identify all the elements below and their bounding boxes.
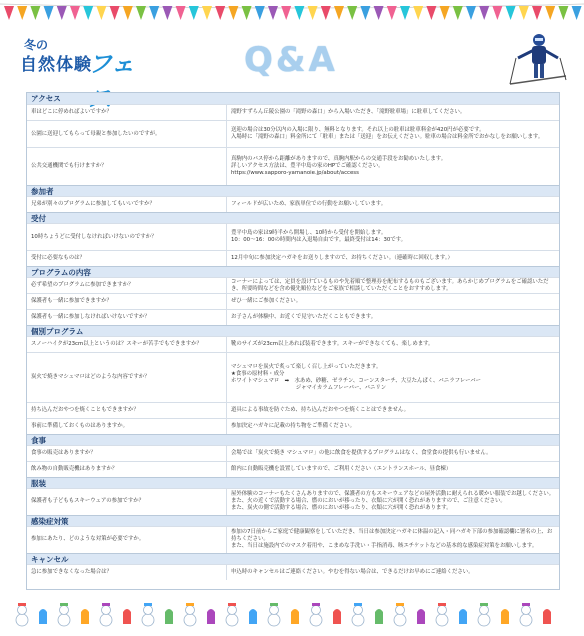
faq-answer-line: 道具による事故を防ぐため、持ち込んだおやつを焼くことはできません。: [231, 406, 409, 413]
faq-question: 車はどこに停めればよいですか？: [27, 105, 227, 120]
bunting-flag: [44, 6, 54, 20]
faq-answer-line: また、炭火の側で活動する場合、燃のにおいが移ったり、衣類に穴が開く恐れがあります。: [231, 505, 452, 512]
bunting-flag: [426, 6, 436, 20]
section-heading: 食事: [27, 434, 559, 445]
footer-decoration: [0, 596, 584, 632]
mitten-icon: [165, 609, 173, 624]
snowman-icon: [478, 603, 490, 626]
faq-answer-line: 会場では「炭火で焼き マシュマロ」の他に飲食を提供するプログラムはなく、食堂食の提供も行いません。: [231, 449, 492, 456]
bunting-flag: [440, 6, 450, 20]
bunting-flag: [347, 6, 357, 20]
section-heading: 個別プログラム: [27, 325, 559, 336]
faq-answer-line: マシュマロを炭火で炙って楽しく召し上がっていただきます。: [231, 363, 382, 370]
faq-row: [27, 277, 559, 293]
faq-question: 急に参加できなくなった場合は？: [27, 565, 227, 580]
faq-question: スノーハイクが23cm以上というのは？スキーが苦手でもできますか？: [27, 337, 227, 352]
snowman-icon: [310, 603, 322, 626]
faq-answer-line: 送迎の場合は30分以内の入場に限り、無料となります。それ以上の駐車は駐車料金が420円が必要です。: [231, 127, 485, 134]
page-title: Q&A: [244, 40, 338, 80]
bunting-flag: [242, 6, 252, 20]
faq-answer: [227, 105, 559, 120]
faq-row: [27, 196, 559, 212]
snowman-icon: [520, 603, 532, 626]
faq-answer-line: 靴のサイズが23cm以上あれば装着できます。スキーができなくても、楽しめます。: [231, 341, 434, 348]
mitten-icon: [81, 609, 89, 624]
mitten-icon: [207, 609, 215, 624]
faq-row: [27, 336, 559, 352]
faq-answer-line: 申込時のキャンセルはご連絡ください。やむを得ない場合は、できるだけお早めにご連絡ください。: [231, 568, 474, 575]
bunting-flag: [519, 6, 529, 20]
snowman-icon: [268, 603, 280, 626]
snowman-icon: [58, 603, 70, 626]
faq-answer: [227, 197, 559, 212]
faq-answer-line: フィールドが広いため、家族単位での行動をお願いしています。: [231, 201, 387, 208]
faq-question: 炭火で焼きマシュマロはどのような内容ですか？: [27, 353, 227, 401]
skier-illustration: [506, 28, 570, 88]
faq-answer-line: コーナーによっては、定員を設けているものや先着順で整理券を配布するものもございます。あらかじめプログラムをご確認いただき、所要時間などを含め優先順位などをご家族で相談していただくことをおすすめします。: [231, 278, 549, 292]
bunting-flag: [294, 6, 304, 20]
faq-answer-line: ジャマイカラムフレーバー、バニリン: [231, 384, 387, 391]
faq-answer-line: ホワイトマシュマロ ➡ 水あめ、砂糖、ゼラチン、コーンスターチ、大豆たんぱく、バニラフレーバー: [231, 377, 482, 384]
faq-row: [27, 309, 559, 325]
bunting-flag: [374, 6, 384, 20]
faq-answer: [227, 121, 559, 147]
faq-answer-line: 滝野すずらん丘陵公園の「滝野の森口」から入場いただき、「滝野駐車場」に駐車してください。: [231, 108, 466, 115]
logo-line2: 自然体験: [20, 55, 92, 75]
faq-row: [27, 120, 559, 147]
faq-answer: [227, 419, 559, 434]
faq-question: 必ず希望のプログラムに参加できますか？: [27, 278, 227, 293]
bunting-flag: [255, 6, 265, 20]
snowman-icon: [16, 603, 28, 626]
faq-question: 持ち込んだおやつを焼くこともできますか？: [27, 403, 227, 418]
snowman-icon: [100, 603, 112, 626]
faq-row: [27, 352, 559, 401]
faq-table: [26, 92, 560, 590]
faq-row: [27, 461, 559, 477]
snowman-icon: [142, 603, 154, 626]
faq-answer: [227, 403, 559, 418]
bunting-flag: [228, 6, 238, 20]
faq-answer: [227, 527, 559, 553]
faq-answer-line: 豊平中島の家は9時半から開場し、10時から受付を開始します。: [231, 230, 387, 237]
bunting-flag: [110, 6, 120, 20]
faq-answer: [227, 353, 559, 401]
faq-row: [27, 402, 559, 418]
faq-answer-line: 12月中旬に参加決定ハガキをお送りしますので、お持ちください。（連確時に回収します。）: [231, 255, 453, 262]
bunting-flag: [479, 6, 489, 20]
bunting-flag: [202, 6, 212, 20]
bunting-flag: [57, 6, 67, 20]
faq-question: 公園に送迎してもらって母親と参加したいのですが。: [27, 121, 227, 147]
mitten-icon: [375, 609, 383, 624]
mitten-icon: [123, 609, 131, 624]
faq-question: 食事の販売はありますか？: [27, 446, 227, 461]
faq-row: [27, 445, 559, 461]
faq-row: [27, 488, 559, 515]
faq-row: [27, 250, 559, 266]
faq-question: 参加にあたり、どのような対策が必要ですか。: [27, 527, 227, 553]
section-heading: アクセス: [27, 93, 559, 104]
bunting-flag: [4, 6, 14, 20]
faq-row: [27, 147, 559, 185]
faq-answer: [227, 337, 559, 352]
bunting-flag: [413, 6, 423, 20]
faq-answer: [227, 446, 559, 461]
bunting-flag: [70, 6, 80, 20]
mitten-icon: [249, 609, 257, 624]
logo-line3: フェ: [88, 50, 135, 78]
bunting-flag: [334, 6, 344, 20]
faq-row: [27, 418, 559, 434]
faq-question: 保護者も一緒に参加できますか？: [27, 294, 227, 309]
mitten-icon: [333, 609, 341, 624]
mitten-icon: [543, 609, 551, 624]
mitten-icon: [291, 609, 299, 624]
faq-answer-line: https://www.sapporo-yamanoie.jp/about/access: [231, 170, 359, 177]
bunting-flag: [492, 6, 502, 20]
faq-answer-line: お子さんが体験中、お近くで見守いただくこともできます。: [231, 314, 377, 321]
faq-question: 兄弟が別々のプログラムに参加してもいいですか？: [27, 197, 227, 212]
faq-answer-line: 入場時に「滝野の森口」料金所にて「駐車」または「送迎」をお伝えください。駐車の場合は料金所でおかなしをお願いします。: [231, 134, 544, 141]
faq-answer: [227, 251, 559, 266]
bunting-flag: [281, 6, 291, 20]
faq-answer: [227, 565, 559, 580]
section-heading: プログラムの内容: [27, 266, 559, 277]
faq-question: 事前に準備しておくものはありますか。: [27, 419, 227, 434]
bunting-flag: [215, 6, 225, 20]
faq-row: [27, 223, 559, 250]
snowman-icon: [436, 603, 448, 626]
faq-answer: [227, 278, 559, 293]
snowman-icon: [184, 603, 196, 626]
faq-question: 公共交通機関でも行けますか？: [27, 148, 227, 185]
bunting-flag: [83, 6, 93, 20]
bunting-flag: [162, 6, 172, 20]
snowman-icon: [394, 603, 406, 626]
bunting-flag: [453, 6, 463, 20]
mitten-icon: [417, 609, 425, 624]
snowman-icon: [226, 603, 238, 626]
logo-line1: 冬の: [24, 38, 49, 52]
bunting-flag: [558, 6, 568, 20]
section-heading: キャンセル: [27, 553, 559, 564]
mitten-icon: [39, 609, 47, 624]
faq-answer-line: 真駒内のバス停から距離がありますので、真駒内駅からの交通手段をお勧めいたします。: [231, 156, 447, 163]
faq-answer-line: 屋外体験のコーナーもたくさんありますので、保護者の方もスキーウェアなどの屋外活動に耐えられる暖かい服装でお越しください。また、火の近くで活動する場合、燃のにおいが移ったり、衣類に穴が開く恐れがありますので、ご注意ください。: [231, 491, 555, 505]
bunting-decoration: [0, 0, 584, 30]
faq-question: 受付に必要なものは？: [27, 251, 227, 266]
bunting-flag: [506, 6, 516, 20]
faq-row: [27, 564, 559, 580]
section-heading: 受付: [27, 212, 559, 223]
faq-answer: [227, 224, 559, 250]
bunting-flag: [268, 6, 278, 20]
section-heading: 感染症対策: [27, 515, 559, 526]
bunting-flag: [321, 6, 331, 20]
bunting-flag: [387, 6, 397, 20]
faq-question: 保護者も一緒に参加しなければいけないですか？: [27, 310, 227, 325]
section-heading: 服装: [27, 477, 559, 488]
event-logo: [20, 36, 150, 82]
bunting-flag: [30, 6, 40, 20]
faq-row: [27, 104, 559, 120]
faq-answer-line: 詳しいアクセス方法は、豊平中島の家のHPでご確認ください。: [231, 163, 384, 170]
bunting-flag: [466, 6, 476, 20]
faq-answer: [227, 489, 559, 515]
mitten-icon: [459, 609, 467, 624]
faq-answer-line: また、当日は施設内でのマスク着用や、こまめな手洗い・手指消毒、咳エチケットなどの基本的な感染症対策をお願いします。: [231, 543, 538, 550]
bunting-flag: [149, 6, 159, 20]
faq-answer: [227, 462, 559, 477]
faq-answer-line: ★食事の原材料・成分: [231, 370, 285, 377]
faq-answer-line: 10：00～16：00の時間内は入退場自由です。最終受付は14：30です。: [231, 237, 407, 244]
faq-answer-line: 参加の7日前からご家庭で健康観察をしていただき、当日は参加決定ハガキに体温の記入・同ハガキ下部の参加確認欄に署名の上、お持ちください。: [231, 529, 553, 543]
page-header: [0, 28, 584, 88]
bunting-flag: [189, 6, 199, 20]
faq-question: 保護者も子どももスキーウェアの参加ですか？: [27, 489, 227, 515]
bunting-flag: [572, 6, 582, 20]
faq-answer-line: 参加決定ハガキに記載の持ち物をご準備ください。: [231, 422, 355, 429]
faq-answer: [227, 148, 559, 185]
bunting-flag: [123, 6, 133, 20]
faq-row: [27, 526, 559, 553]
faq-answer: [227, 310, 559, 325]
section-heading: 参加者: [27, 185, 559, 196]
faq-question: 飲み物の自動販売機はありますか？: [27, 462, 227, 477]
bunting-flag: [17, 6, 27, 20]
bunting-flag: [96, 6, 106, 20]
bunting-flag: [545, 6, 555, 20]
faq-answer: [227, 294, 559, 309]
faq-row: [27, 293, 559, 309]
bunting-flag: [176, 6, 186, 20]
bunting-flag: [400, 6, 410, 20]
bunting-flag: [136, 6, 146, 20]
faq-question: 10時ちょうどに受付しなければいけないのですか？: [27, 224, 227, 250]
bunting-flag: [532, 6, 542, 20]
faq-answer-line: ぜひ一緒にご参加ください。: [231, 298, 302, 305]
bunting-flag: [308, 6, 318, 20]
snowman-icon: [352, 603, 364, 626]
mitten-icon: [501, 609, 509, 624]
bunting-flag: [360, 6, 370, 20]
faq-answer-line: 館内に自動販売機を設置していますので、ご利用ください（エントランスホール、昼食棟）: [231, 465, 452, 472]
